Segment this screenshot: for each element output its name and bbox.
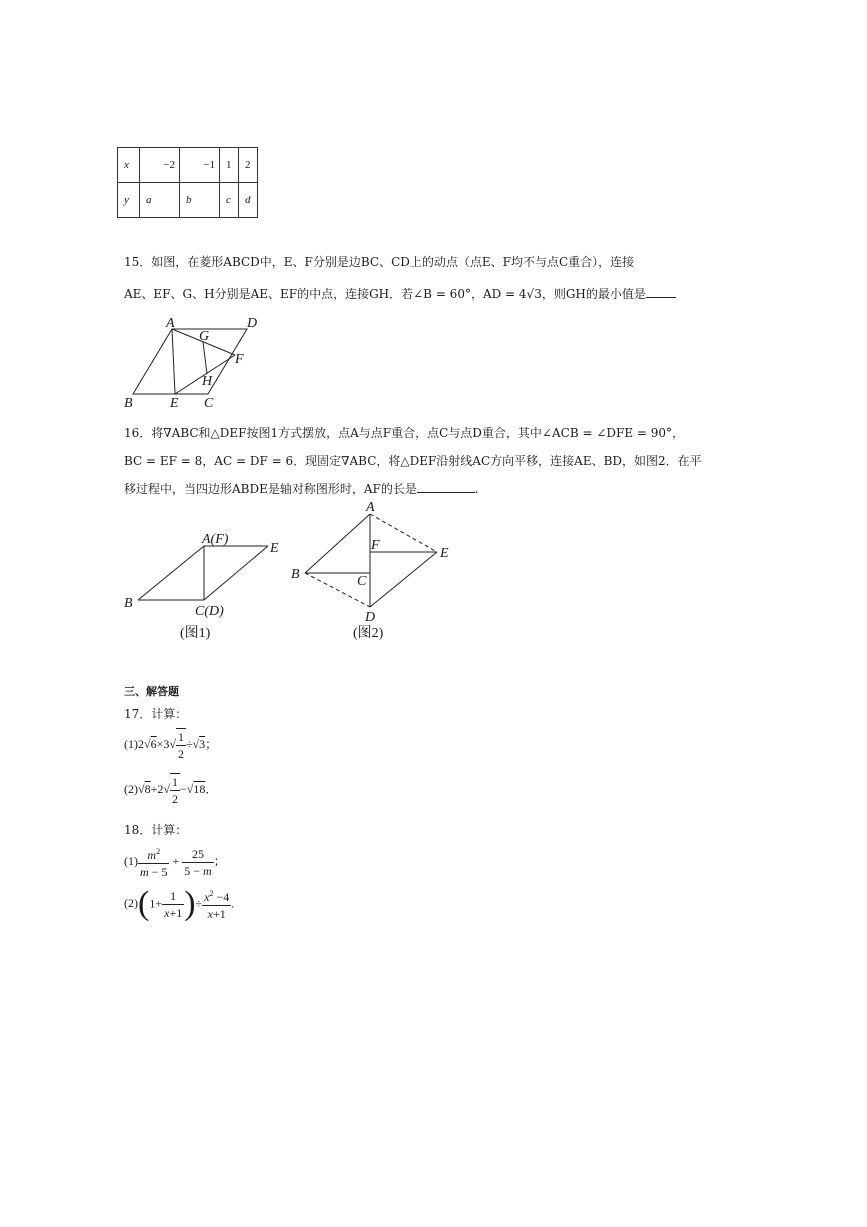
table-cell: 1 xyxy=(220,148,239,183)
question-number: 15． xyxy=(124,255,152,269)
q17-part2: (2)√8+2√ $\frac{1}{2}$ −√18． xyxy=(124,775,218,806)
fraction: $\frac{1}{2}$ xyxy=(177,730,184,761)
figure-1-caption: (图1) xyxy=(180,626,211,641)
label-b: B xyxy=(124,596,133,611)
segment-gh xyxy=(203,342,207,374)
label-c: C xyxy=(204,396,214,411)
fraction: $\frac{1}{2}$ xyxy=(171,775,178,806)
label-e: E xyxy=(170,396,179,411)
label-b: B xyxy=(291,567,300,582)
table-cell: d xyxy=(239,183,258,218)
table-cell: b xyxy=(180,183,220,218)
label-d: D xyxy=(247,316,258,331)
q15-line2 xyxy=(124,285,676,302)
label-e: E xyxy=(440,546,449,561)
part-label: (1) xyxy=(124,736,138,751)
label-b: B xyxy=(124,396,133,411)
label-cd: C(D) xyxy=(195,604,224,619)
label-g: G xyxy=(199,329,210,344)
section-title: 三、解答题 xyxy=(124,685,179,698)
label-af: A(F) xyxy=(202,532,229,547)
part-label: (2) xyxy=(124,895,138,910)
answer-blank xyxy=(646,297,676,298)
xy-value-table xyxy=(117,147,258,218)
q16-line1 xyxy=(124,424,684,441)
q16-text-line2: BC = EF = 8，AC = DF = 6．现固定∇ABC，将△DEF沿射线AC方向平移，连接AE、BD，如图2．在平 xyxy=(124,454,702,468)
table-cell: c xyxy=(220,183,239,218)
label-a: A xyxy=(166,316,175,331)
fraction: $\frac{x^2 -4}{x+1}$ xyxy=(202,886,231,922)
figure-2-caption: (图2) xyxy=(353,626,384,641)
label-e: E xyxy=(270,541,279,556)
table-cell: x xyxy=(118,148,140,183)
q18-part2: (2)(1+ $\frac{1}{x+1}$ )÷ $\frac{x^2 -4}{x+1}$ . xyxy=(124,885,235,922)
q16-text-line3: 移过程中，当四边形ABDE是轴对称图形时，AF的长是 xyxy=(124,482,417,496)
label-c: C xyxy=(357,574,367,589)
table-row xyxy=(118,183,258,218)
figure-2 xyxy=(285,497,460,645)
figure-1 xyxy=(120,525,290,645)
table-cell: a xyxy=(140,183,180,218)
q16-line2 xyxy=(124,452,702,469)
q18-title: 18．计算： xyxy=(124,823,188,837)
answer-blank xyxy=(417,492,475,493)
q16-line3: 移过程中，当四边形ABDE是轴对称图形时，AF的长是 . xyxy=(124,482,479,496)
label-h: H xyxy=(202,374,213,389)
rhombus-figure xyxy=(120,312,270,412)
table-cell: −2 xyxy=(140,148,180,183)
part-label: (2) xyxy=(124,781,138,796)
label-a: A xyxy=(366,500,375,515)
label-f: F xyxy=(371,538,380,553)
q15-line1 xyxy=(124,253,634,270)
fraction: $\frac{m^2}{m - 5}$ xyxy=(138,844,169,880)
table-cell: y xyxy=(118,183,140,218)
q17-part1: (1)2√6×3√ $\frac{1}{2}$ ÷√3； xyxy=(124,730,218,761)
q15-text-line1: 如图，在菱形ABCD中，E、F分别是边BC、CD上的动点（点E、F均不与点C重合），连接 xyxy=(151,255,635,269)
segment-ae xyxy=(172,329,175,394)
q15-text-line2: AE、EF、G、H分别是AE、EF的中点，连接GH．若∠B = 60°，AD = 4√3，则GH的最小值是 xyxy=(124,287,646,301)
label-d: D xyxy=(365,610,376,625)
part-label: (1) xyxy=(124,853,138,868)
table-cell: −1 xyxy=(180,148,220,183)
q17-title: 17．计算： xyxy=(124,707,188,721)
label-f: F xyxy=(235,352,244,367)
question-number: 16． xyxy=(124,426,152,440)
q16-text-line1: 将∇ABC和△DEF按图1方式摆放，点A与点F重合，点C与点D重合，其中∠ACB = ∠DFE = 90°， xyxy=(151,426,685,440)
q18-part1: (1) $\frac{m^2}{m - 5}$ + $\frac{25}{5 - m}$ ； xyxy=(124,844,226,880)
fraction: $\frac{25}{5 - m}$ xyxy=(184,846,212,878)
table-cell: 2 xyxy=(239,148,258,183)
fraction: $\frac{1}{x+1}$ xyxy=(164,888,183,920)
table-row xyxy=(118,148,258,183)
